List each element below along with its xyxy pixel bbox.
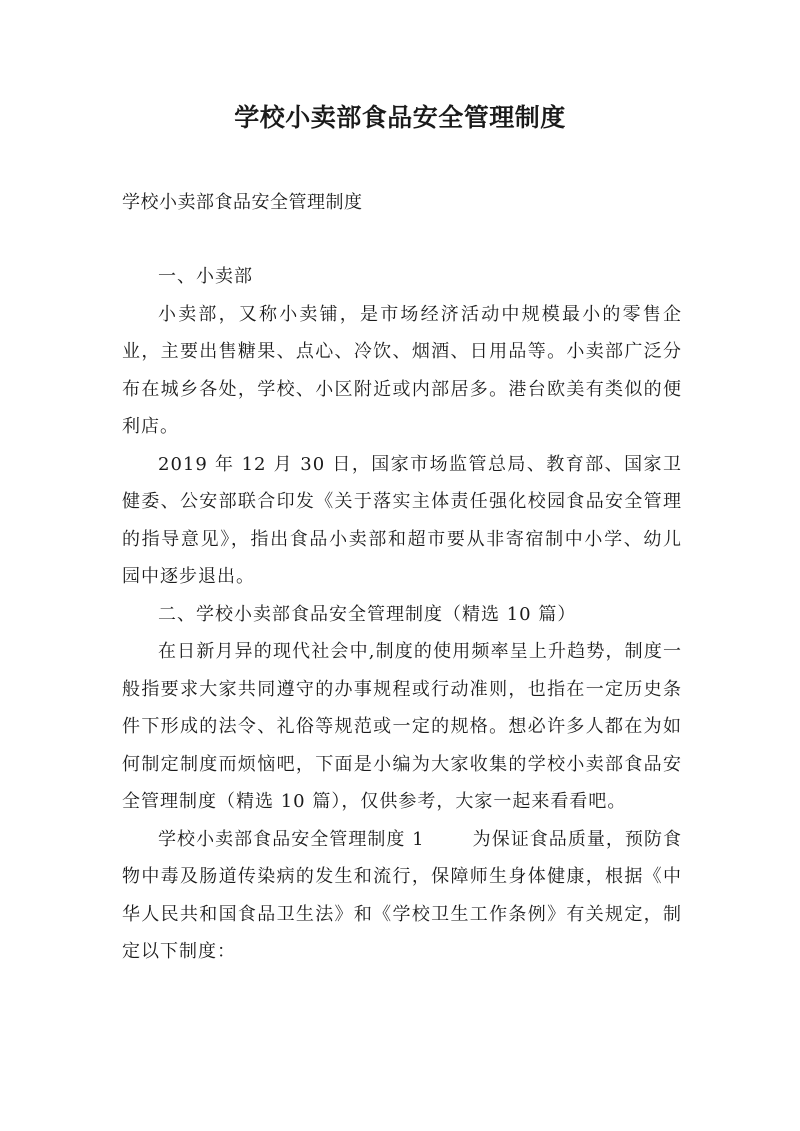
section-heading: 二、学校小卖部食品安全管理制度（精选 10 篇） [158, 603, 577, 625]
paragraph: 在日新月异的现代社会中,制度的使用频率呈上升趋势，制度一般指要求大家共同遵守的办事规程或行动准则，也指在一定历史条件下形成的法令、礼俗等规范或一定的规格。想必许多人都在为如何制定制度而烦恼吧，下面是小编为大家收集的学校小卖部食品安全管理制度（精选 10 篇），仅供参考，大家一起来看看吧。 [122, 641, 682, 812]
paragraph: 小卖部，又称小卖铺，是市场经济活动中规模最小的零售企业，主要出售糖果、点心、冷饮、烟酒、日用品等。小卖部广泛分布在城乡各处，学校、小区附近或内部居多。港台欧美有类似的便利店。 [122, 303, 682, 437]
document-body [122, 258, 682, 971]
section-heading: 一、小卖部 [158, 266, 253, 287]
paragraph: 2019 年 12 月 30 日，国家市场监管总局、教育部、国家卫健委、公安部联合印发《关于落实主体责任强化校园食品安全管理的指导意见》，指出食品小卖部和超市要从非寄宿制中小学、幼儿园中逐步退出。 [122, 453, 682, 587]
document-title: 学校小卖部食品安全管理制度 [234, 103, 566, 132]
paragraph-lead: 学校小卖部食品安全管理制度 1 [158, 828, 425, 850]
paragraph-rest: 为保证食品质量，预防食物中毒及肠道传染病的发生和流行，保障师生身体健康，根据《中华人民共和国食品卫生法》和《学校卫生工作条例》有关规定，制定以下制度： [122, 828, 682, 962]
paragraph [122, 821, 682, 971]
document-subtitle: 学校小卖部食品安全管理制度 [122, 192, 363, 213]
